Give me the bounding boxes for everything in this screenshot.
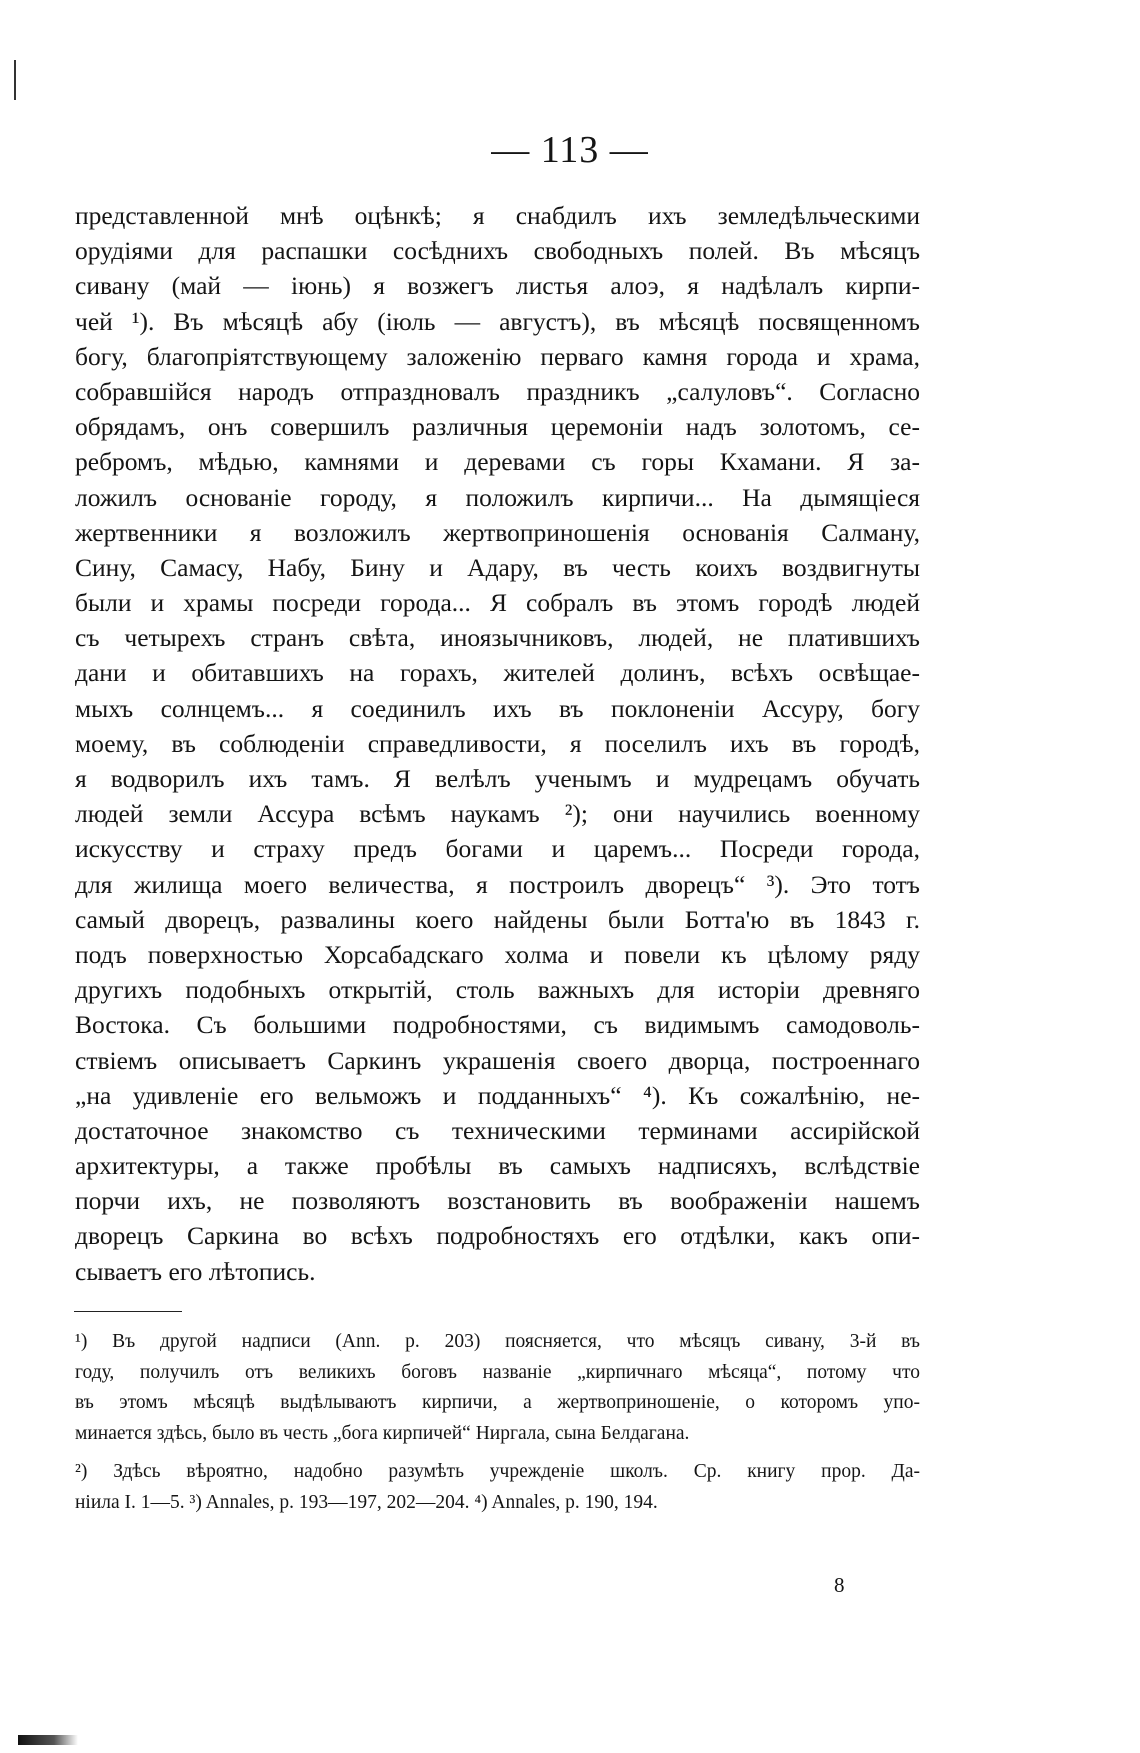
body-line: сивану (май — іюнь) я возжегъ листья алоэ, я надѣлалъ кирпи- — [75, 271, 920, 301]
footnote-line: въ этомъ мѣсяцѣ выдѣлываютъ кирпичи, а жертвоприношеніе, о которомъ упо- — [75, 1392, 920, 1413]
footnote-line: году, получилъ отъ великихъ боговъ названіе „кирпичнаго мѣсяца“, потому что — [75, 1361, 920, 1383]
body-line: людей земли Ассура всѣмъ наукамъ ²); они научились военному — [75, 799, 920, 829]
body-line: самый дворецъ, развалины коего найдены были Ботта'ю въ 1843 г. — [75, 904, 920, 934]
footnotes — [75, 1327, 920, 1518]
body-line: жертвенники я возложилъ жертвоприношенія основанія Салману, — [75, 517, 920, 547]
footnote — [75, 1457, 920, 1518]
body-line: ствіемъ описываетъ Саркинъ украшенія своего дворца, построеннаго — [75, 1045, 920, 1075]
body-line: порчи ихъ, не позволяютъ возстановить въ воображеніи нашемъ — [75, 1186, 920, 1216]
body-line: Востока. Съ большими подробностями, съ видимымъ самодоволь- — [75, 1010, 920, 1040]
footnote-rule — [74, 1311, 182, 1312]
body-line: собравшійся народъ отпраздновалъ праздникъ „салуловъ“. Согласно — [75, 376, 920, 406]
body-line: „на удивленіе его вельможъ и подданныхъ“ ⁴). Къ сожалѣнію, не- — [75, 1080, 920, 1110]
body-line: дворецъ Саркина во всѣхъ подробностяхъ его отдѣлки, какъ опи- — [75, 1221, 920, 1251]
body-line: архитектуры, а также пробѣлы въ самыхъ надписяхъ, вслѣдствіе — [75, 1151, 920, 1181]
footnote-gap — [75, 1449, 920, 1457]
body-line: ребромъ, мѣдью, камнями и деревами съ горы Кхамани. Я за- — [75, 447, 920, 477]
body-line: я водворилъ ихъ тамъ. Я велѣлъ ученымъ и мудрецамъ обучать — [75, 764, 920, 793]
body-line: орудіями для распашки сосѣднихъ свободныхъ полей. Въ мѣсяцъ — [75, 236, 920, 266]
printer-signature-mark: 8 — [834, 1573, 845, 1597]
body-line: ложилъ основаніе городу, я положилъ кирпичи... На дымящіеся — [75, 482, 920, 512]
body-line: достаточное знакомство съ техническими терминами ассирійской — [75, 1115, 920, 1145]
body-line: подъ поверхностью Хорсабадскаго холма и повели къ цѣлому ряду — [75, 939, 920, 969]
body-line: для жилища моего величества, я построилъ дворецъ“ ³). Это тотъ — [75, 869, 920, 899]
page-number: — 113 — — [491, 129, 649, 171]
body-line: моему, въ соблюденіи справедливости, я поселилъ ихъ въ городѣ, — [75, 728, 920, 758]
body-text — [75, 198, 920, 1289]
footnote-line: ¹) Въ другой надписи (Ann. p. 203) поясняется, что мѣсяцъ сивану, 3-й въ — [75, 1331, 920, 1352]
ink-smudge — [18, 1735, 78, 1745]
body-line: сываетъ его лѣтопись. — [75, 1256, 316, 1286]
body-line: съ четырехъ странъ свѣта, иноязычниковъ, людей, не платившихъ — [75, 623, 920, 653]
footnote-line: ніила I. 1—5. ³) Annales, p. 193—197, 202—204. ⁴) Annales, p. 190, 194. — [75, 1491, 658, 1513]
body-line: чей ¹). Въ мѣсяцѣ абу (іюль — августъ), въ мѣсяцѣ посвященномъ — [75, 306, 920, 336]
body-line: другихъ подобныхъ открытій, столь важныхъ для исторіи древняго — [75, 975, 920, 1005]
footnote — [75, 1327, 920, 1449]
page-edge-mark — [14, 60, 16, 100]
body-line: мыхъ солнцемъ... я соединилъ ихъ въ поклоненіи Ассуру, богу — [75, 693, 920, 723]
body-line: обрядамъ, онъ совершилъ различныя церемоніи надъ золотомъ, се- — [75, 412, 920, 442]
body-line: богу, благопріятствующему заложенію перваго камня города и храма, — [75, 341, 920, 371]
footnote-line: ²) Здѣсь вѣроятно, надобно разумѣть учрежденіе школъ. Ср. книгу прор. Да- — [75, 1461, 920, 1482]
body-line: были и храмы посреди города... Я собралъ въ этомъ городѣ людей — [75, 588, 920, 618]
footnote-line: минается здѣсь, было въ честь „бога кирпичей“ Ниргала, сына Белдагана. — [75, 1422, 690, 1444]
body-line: представленной мнѣ оцѣнкѣ; я снабдилъ ихъ земледѣльческими — [75, 201, 920, 230]
body-line: искусству и страху предъ богами и царемъ... Посреди города, — [75, 834, 920, 864]
body-line: Сину, Самасу, Набу, Бину и Адару, въ честь коихъ воздвигнуты — [75, 552, 920, 582]
body-line: дани и обитавшихъ на горахъ, жителей долинъ, всѣхъ освѣщае- — [75, 658, 920, 688]
